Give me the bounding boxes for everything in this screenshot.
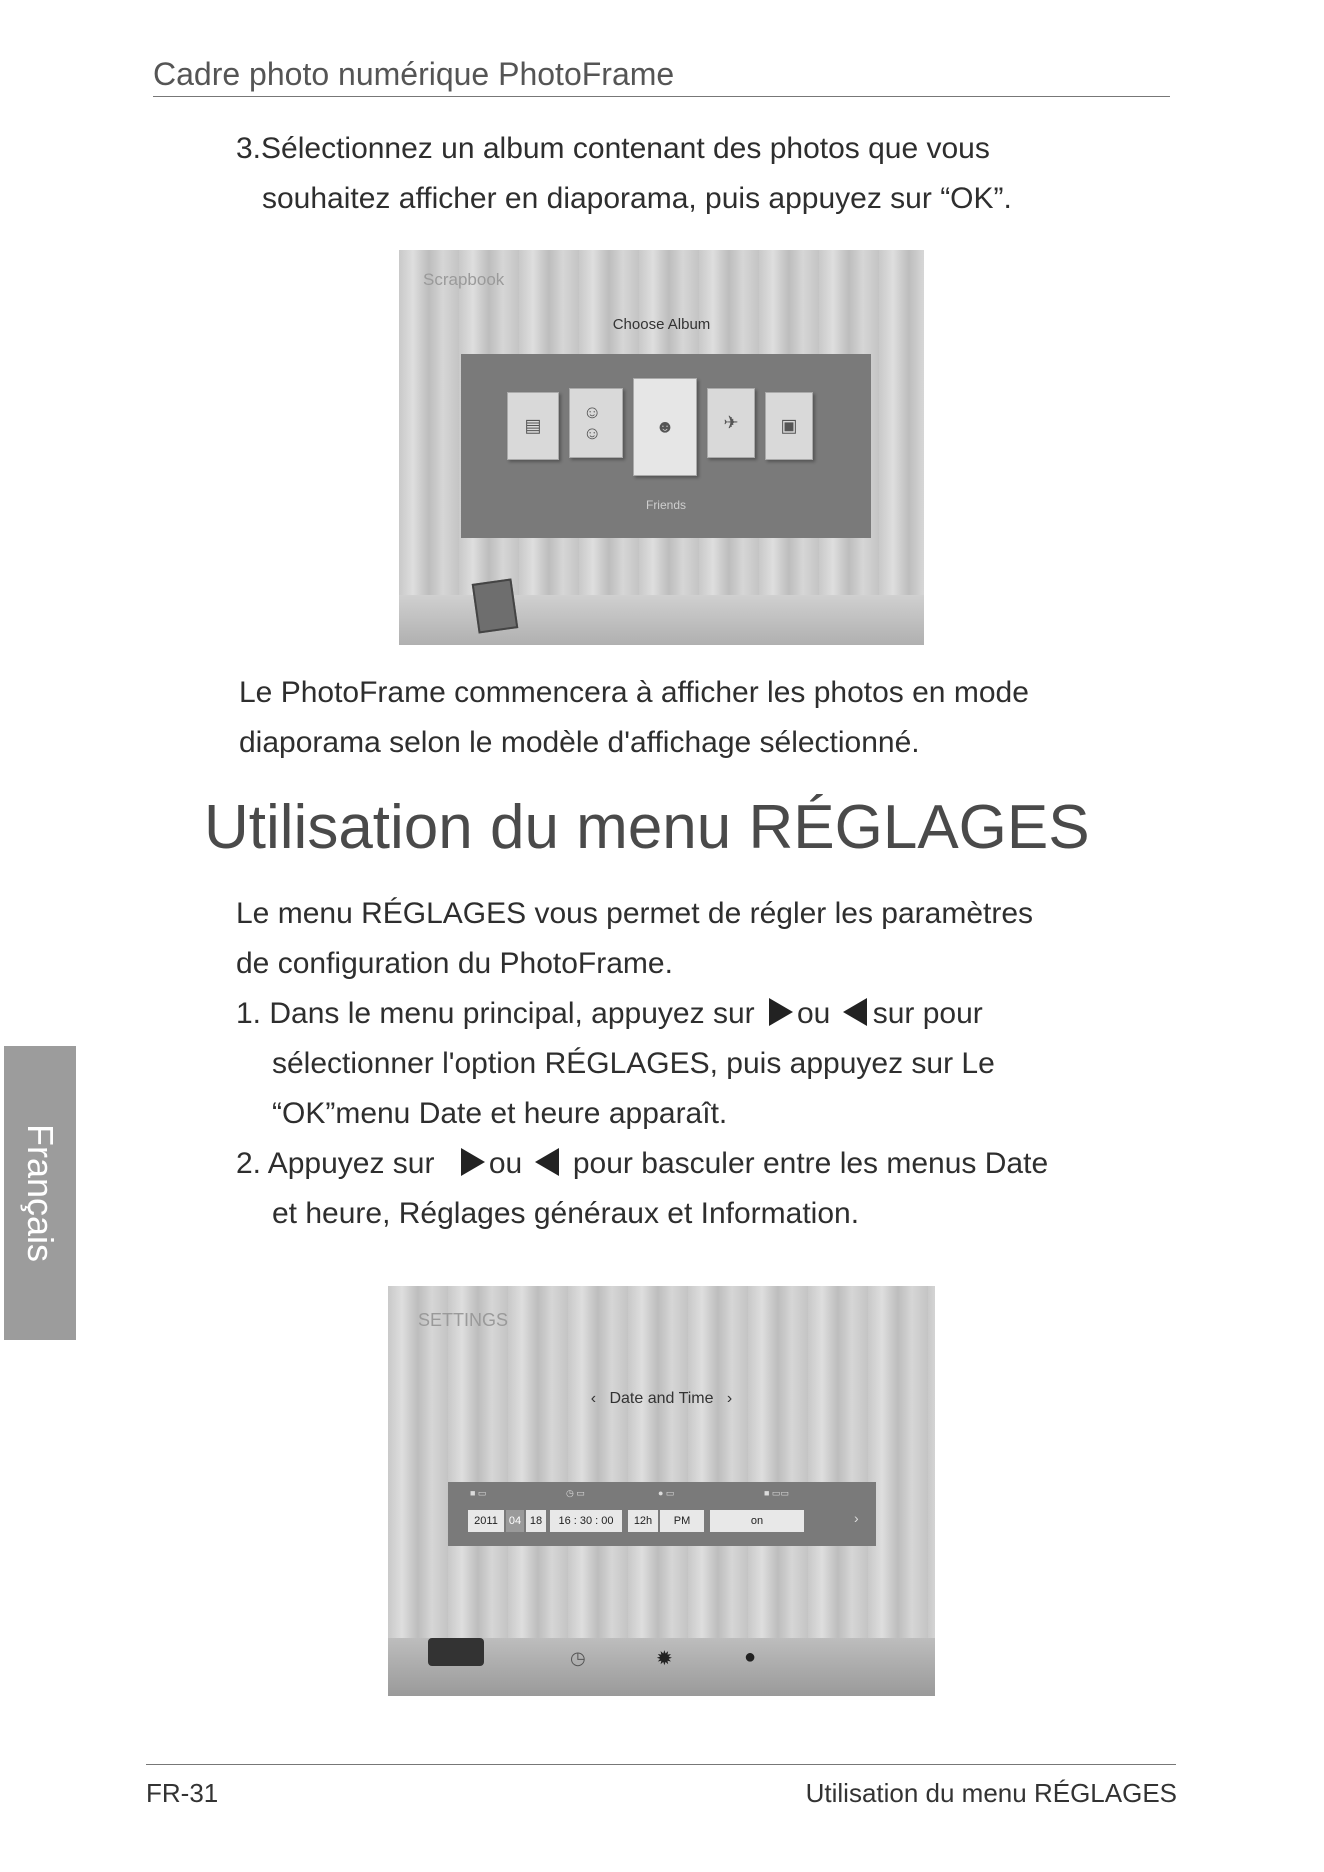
step1-line1	[236, 989, 983, 1039]
step2-text-c: pour basculer entre les menus Date	[572, 1147, 1049, 1180]
album-carousel-panel	[461, 354, 871, 538]
choose-album-title: Choose Album	[612, 316, 711, 333]
date-time-title-row	[388, 1390, 935, 1408]
people-icon: ☺☺	[583, 402, 602, 443]
step1-text-b: ou	[796, 997, 831, 1030]
scrapbook-label: Scrapbook	[423, 270, 505, 289]
year-field[interactable]: 2011	[468, 1510, 504, 1532]
step1-text-a: 1. Dans le menu principal, appuyez sur	[236, 997, 755, 1030]
clock-icon[interactable]: ◷	[570, 1648, 586, 1668]
settings-screenshot	[388, 1286, 935, 1696]
step1-line3: “OK”menu Date et heure apparaît.	[272, 1097, 728, 1130]
clock-icon: ◷ ▭	[566, 1488, 585, 1498]
hour-format-field[interactable]: 12h	[628, 1510, 658, 1532]
settings-bottom-bar	[388, 1638, 935, 1696]
ampm-field[interactable]: PM	[660, 1510, 704, 1532]
language-label: Français	[20, 1123, 61, 1263]
scrapbook-icon	[472, 578, 519, 633]
info-icon[interactable]: ●	[744, 1646, 757, 1668]
album-icon: ▤	[524, 415, 542, 436]
page-number: FR-31	[146, 1778, 219, 1808]
day-field[interactable]: 18	[526, 1510, 546, 1532]
footer-divider	[146, 1764, 1176, 1765]
fish-icon: ✈	[723, 412, 739, 433]
toggle-icon: ■ ▭▭	[764, 1488, 789, 1498]
step3-line1: 3.Sélectionnez un album contenant des photos que vous	[236, 132, 990, 165]
step1-text-c: sur pour	[872, 997, 983, 1030]
right-arrow-icon	[769, 998, 793, 1026]
gear-icon[interactable]: ✹	[656, 1648, 673, 1670]
header-divider	[153, 96, 1170, 97]
settings-label: SETTINGS	[418, 1310, 509, 1330]
album-thumbnail[interactable]	[707, 388, 755, 458]
toolbox-icon[interactable]	[428, 1638, 484, 1666]
album-thumbnail-selected[interactable]	[633, 378, 697, 476]
step2-text-b: ou	[488, 1147, 523, 1180]
album-thumbnail[interactable]	[507, 392, 559, 460]
format-icon: ● ▭	[658, 1488, 675, 1498]
intro-line1: Le menu RÉGLAGES vous permet de régler les paramètres	[236, 897, 1034, 930]
step2-line1	[236, 1139, 1048, 1189]
picture-icon: ▣	[780, 415, 798, 436]
step1-line2: sélectionner l'option RÉGLAGES, puis appuyez sur Le	[272, 1047, 995, 1080]
right-arrow-icon	[461, 1148, 485, 1176]
smiley-icon: ☻	[655, 416, 675, 437]
month-field[interactable]: 04	[506, 1510, 524, 1532]
chevron-left-icon[interactable]: ‹	[590, 1390, 597, 1407]
chevron-right-icon[interactable]: ›	[854, 1510, 859, 1526]
section-heading: Utilisation du menu RÉGLAGES	[204, 793, 1090, 862]
date-icon: ■ ▭	[470, 1488, 487, 1498]
choose-album-screenshot	[399, 250, 924, 645]
time-field[interactable]: 16 : 30 : 00	[550, 1510, 622, 1532]
left-arrow-icon	[535, 1148, 559, 1176]
result-line2: diaporama selon le modèle d'affichage sélectionné.	[239, 726, 920, 759]
left-arrow-icon	[843, 998, 867, 1026]
date-time-title: Date and Time	[609, 1390, 714, 1407]
date-time-panel	[448, 1482, 876, 1546]
screen1-bottom-bar	[399, 595, 924, 645]
toggle-field[interactable]: on	[710, 1510, 804, 1532]
intro-line2: de configuration du PhotoFrame.	[236, 947, 673, 980]
selected-album-name: Friends	[645, 498, 686, 512]
album-thumbnail[interactable]	[765, 392, 813, 460]
album-thumbnail[interactable]	[569, 388, 623, 458]
language-side-tab	[4, 1046, 76, 1340]
footer-section-title: Utilisation du menu RÉGLAGES	[805, 1778, 1177, 1808]
page-header-title: Cadre photo numérique PhotoFrame	[153, 56, 675, 92]
result-line1: Le PhotoFrame commencera à afficher les photos en mode	[239, 676, 1029, 709]
step2-line2: et heure, Réglages généraux et Information.	[272, 1197, 860, 1230]
chevron-right-icon[interactable]: ›	[726, 1390, 733, 1407]
step2-text-a: 2. Appuyez sur	[236, 1147, 435, 1180]
step3-line2: souhaitez afficher en diaporama, puis appuyez sur “OK”.	[262, 182, 1012, 215]
